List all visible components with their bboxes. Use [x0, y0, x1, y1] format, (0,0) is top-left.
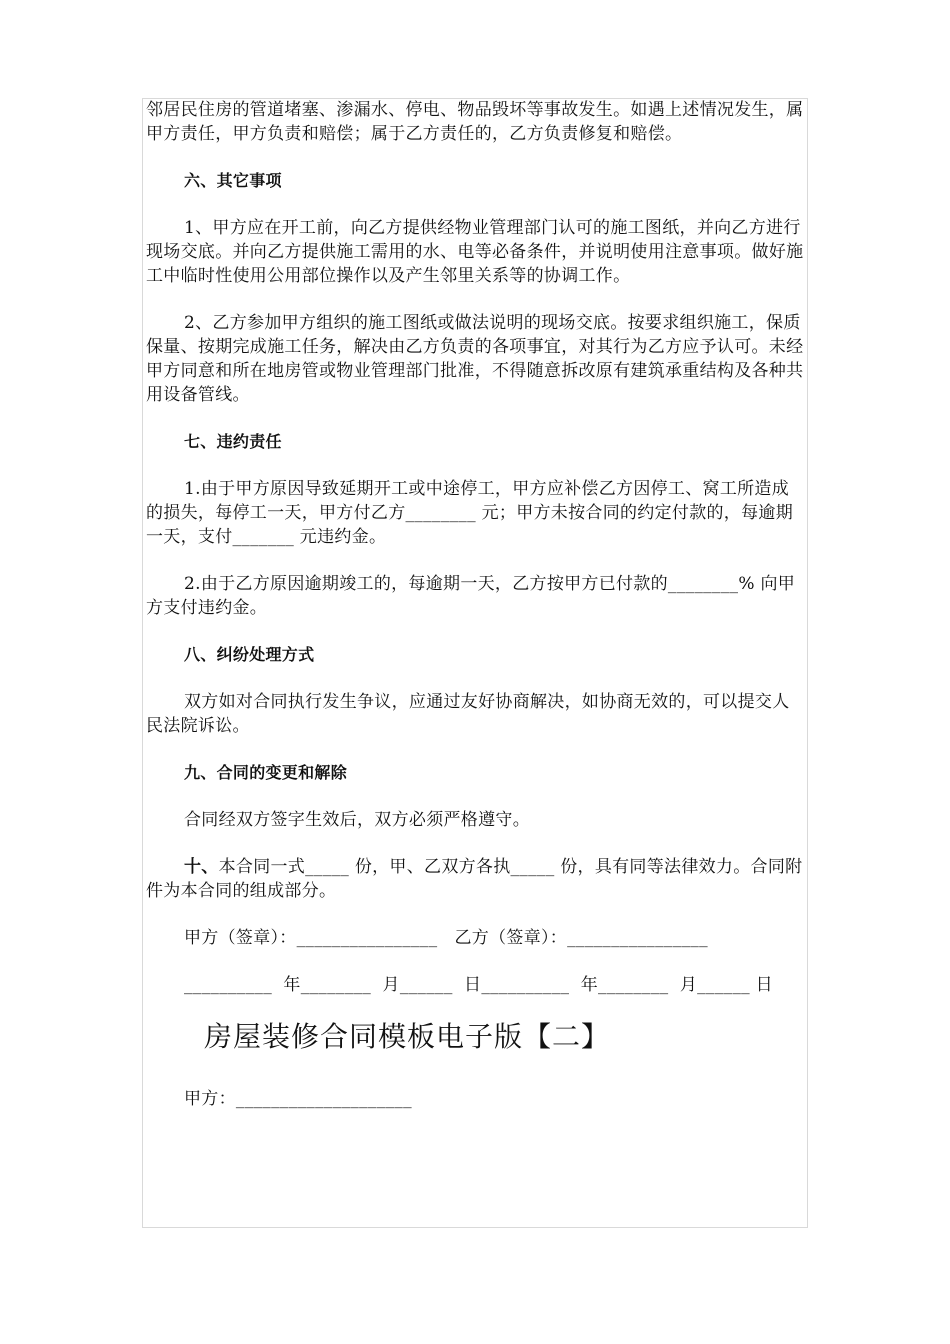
document-body [146, 98, 806, 1111]
paragraph-7-1: 1.由于甲方原因导致延期开工或中途停工，甲方应补偿乙方因停工、窝工所造成的损失，每停工一天，甲方付乙方________ 元；甲方未按合同的约定付款的，每逾期一天，支付_______ 元违约金。 [146, 479, 794, 547]
document-title-2: 房屋装修合同模板电子版【二】 [204, 1020, 611, 1053]
date-line: __________ 年________ 月______ 日__________ 年________ 月______ 日 [184, 975, 773, 995]
paragraph-7-2: 2.由于乙方原因逾期竣工的，每逾期一天，乙方按甲方已付款的________% 向甲方支付违约金。 [146, 574, 796, 618]
section-heading-9: 九、合同的变更和解除 [184, 763, 348, 782]
paragraph-6-1: 1、甲方应在开工前，向乙方提供经物业管理部门认可的施工图纸，并向乙方进行现场交底。并向乙方提供施工需用的水、电等必备条件，并说明使用注意事项。做好施工中临时性使用公用部位操作以及产生邻里关系等的协调工作。 [146, 218, 804, 286]
paragraph-6-2: 2、乙方参加甲方组织的施工图纸或做法说明的现场交底。按要求组织施工，保质保量、按期完成施工任务，解决由乙方负责的各项事宜，对其行为乙方应予认可。未经甲方同意和所在地房管或物业管理部门批准，不得随意拆改原有建筑承重结构及各种共用设备管线。 [146, 313, 804, 405]
paragraph-10-lead: 十、 [184, 857, 219, 877]
paragraph-9: 合同经双方签字生效后，双方必须严格遵守。 [184, 810, 530, 830]
section-heading-7: 七、违约责任 [184, 432, 282, 451]
paragraph-10 [146, 855, 806, 903]
signature-line: 甲方（签章）：________________ 乙方（签章）：________________ [184, 928, 708, 948]
section-heading-8: 八、纠纷处理方式 [184, 645, 315, 664]
paragraph-intro: 邻居民住房的管道堵塞、渗漏水、停电、物品毁坏等事故发生。如遇上述情况发生，属甲方责任，甲方负责和赔偿；属于乙方责任的，乙方负责修复和赔偿。 [146, 100, 804, 144]
section-heading-6: 六、其它事项 [184, 171, 282, 190]
paragraph-8: 双方如对合同执行发生争议，应通过友好协商解决，如协商无效的，可以提交人民法院诉讼。 [146, 692, 790, 736]
paragraph-10-text: 本合同一式_____ 份，甲、乙双方各执_____ 份，具有同等法律效力。合同附件为本合同的组成部分。 [146, 857, 803, 901]
party-a-line: 甲方：____________________ [184, 1089, 412, 1109]
